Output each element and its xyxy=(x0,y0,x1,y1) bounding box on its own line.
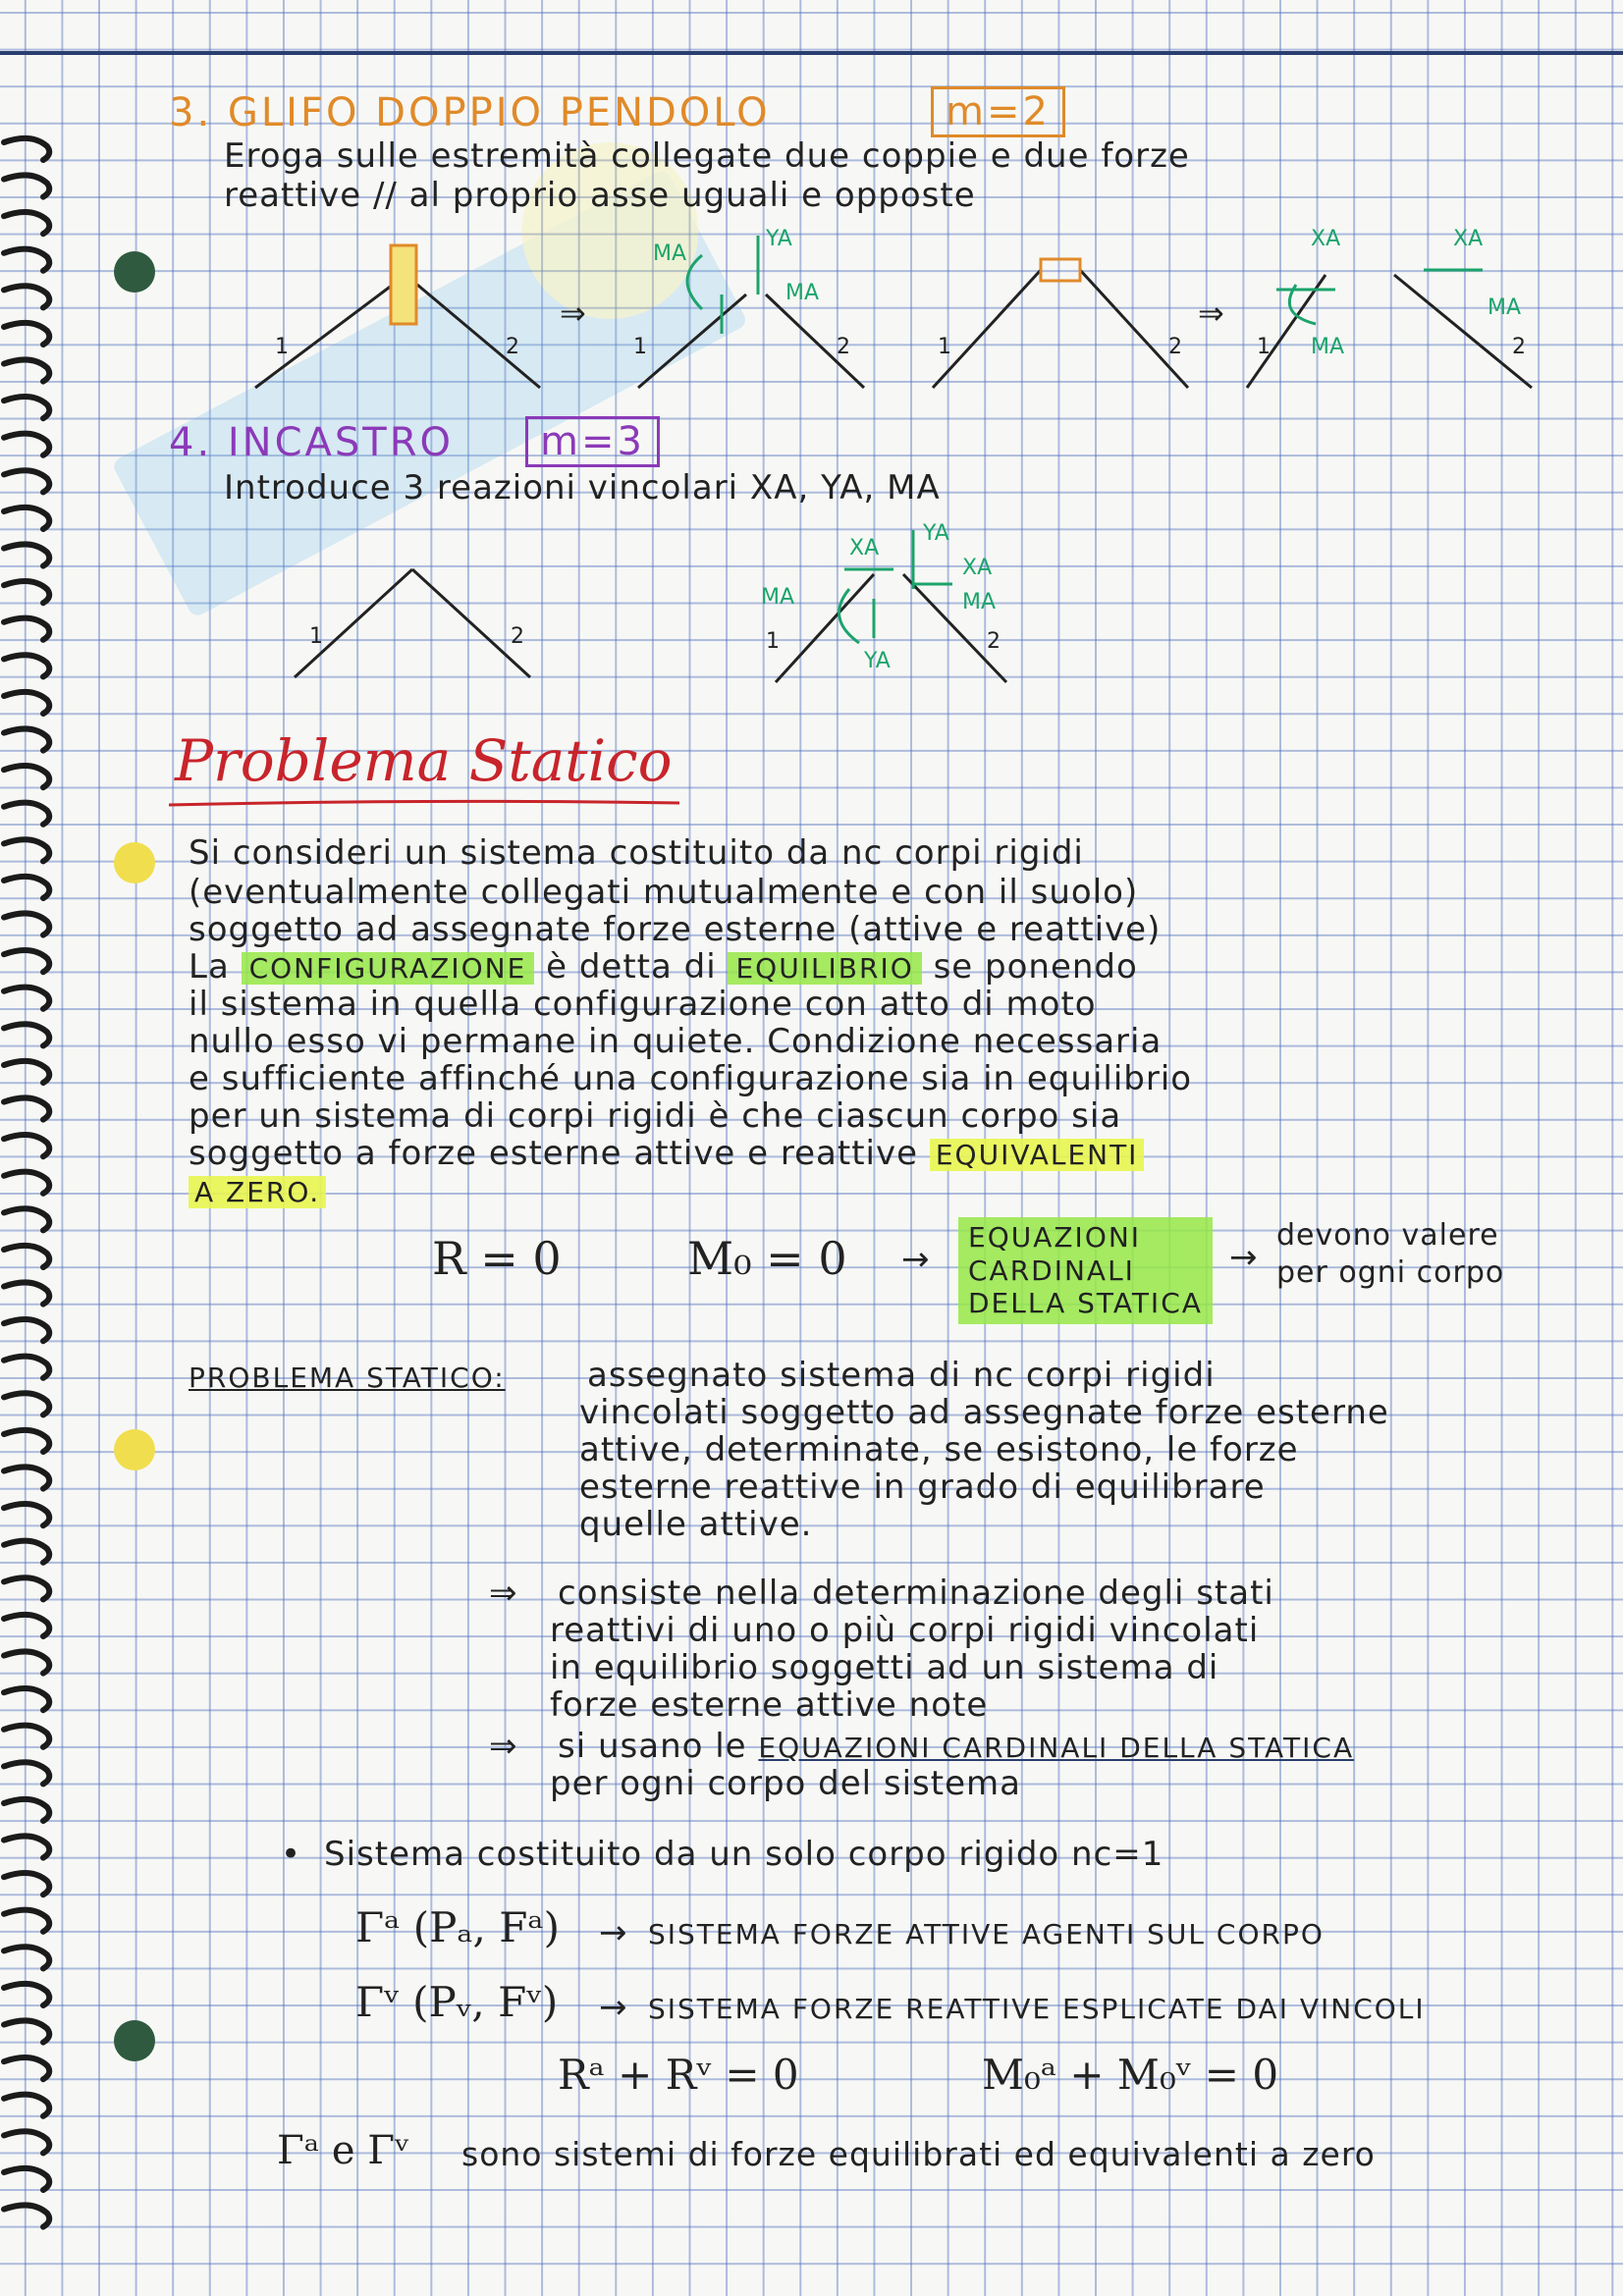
spiral-coil xyxy=(4,1024,49,1045)
binder-hole-green-top xyxy=(114,251,155,293)
incastro-fig2-ma-right-label: MA xyxy=(962,590,997,614)
glifo-title: 3. GLIFO DOPPIO PENDOLO xyxy=(169,90,771,135)
glifo-fig4-label-2: 2 xyxy=(1512,335,1526,359)
spiral-coil xyxy=(4,1061,49,1083)
spiral-coil xyxy=(4,1172,49,1194)
problema-line-10 xyxy=(189,1172,326,1210)
incastro-badge-text: m=3 xyxy=(540,419,645,464)
glifo-fig4-beam1 xyxy=(1247,275,1325,388)
notebook-top-edge xyxy=(0,51,1623,55)
spiral-coil xyxy=(4,359,49,381)
consequence-arrow-2: ⇒ xyxy=(489,1727,518,1766)
single-body-bullet: • xyxy=(281,1835,302,1874)
final-systems-symbols: Γᵃ e Γᵛ xyxy=(277,2128,409,2173)
glifo-fig3-beam2 xyxy=(1080,270,1188,388)
active-force-description: SISTEMA FORZE ATTIVE AGENTI SUL CORPO xyxy=(648,1918,1325,1950)
glifo-fig2-label-1: 1 xyxy=(633,335,647,359)
incastro-line-1: Introduce 3 reazioni vincolari XA, YA, MA xyxy=(224,468,941,507)
section-title-glifo xyxy=(169,90,771,135)
spiral-coil xyxy=(4,1984,49,2005)
consequence-line-3: in equilibrio soggetti ad un sistema di xyxy=(550,1648,1219,1687)
glifo-badge-text: m=2 xyxy=(946,89,1051,134)
spiral-coil xyxy=(4,544,49,565)
glifo-fig2-moment-arrow xyxy=(687,255,702,309)
spiral-coil xyxy=(4,728,49,750)
spiral-coil xyxy=(4,1430,49,1452)
problema-line-4-mid: è detta di xyxy=(546,947,717,987)
spiral-coil xyxy=(4,877,49,898)
spiral-coil xyxy=(4,1615,49,1636)
glifo-fig3-label-1: 1 xyxy=(938,335,951,359)
glifo-fig4-xa: XA xyxy=(1311,227,1341,251)
incastro-fig2-ya-left-label: YA xyxy=(864,649,891,673)
spiral-binding xyxy=(0,0,59,2296)
spiral-coil xyxy=(4,2131,49,2153)
spiral-coil xyxy=(4,1651,49,1673)
consequence-line-5-pre: si usano le xyxy=(558,1727,747,1766)
spiral-coil xyxy=(4,249,49,271)
spiral-coil xyxy=(4,1910,49,1932)
spiral-coil xyxy=(4,138,49,160)
glifo-fig1-beam2 xyxy=(417,285,540,388)
equation-moment-sum: M₀ᵃ + M₀ᵛ = 0 xyxy=(982,2051,1279,2099)
spiral-coil xyxy=(4,1799,49,1821)
consequence-line-5 xyxy=(558,1728,1354,1766)
incastro-fig2-xa-left-label: XA xyxy=(849,536,880,561)
glifo-fig4-ma: MA xyxy=(1311,335,1345,359)
spiral-coil xyxy=(4,988,49,1009)
cardinal-note-line-1: devono valere xyxy=(1276,1218,1499,1253)
spiral-coil xyxy=(4,507,49,529)
spiral-coil xyxy=(4,1282,49,1304)
glifo-fig4-label-1: 1 xyxy=(1257,335,1271,359)
spiral-coil xyxy=(4,618,49,640)
active-force-system: Γᵃ (Pₐ, Fᵃ) xyxy=(355,1903,560,1951)
glifo-diagram xyxy=(255,216,1561,412)
spiral-coil xyxy=(4,913,49,934)
spiral-coil xyxy=(4,1836,49,1857)
binder-hole-yellow-1 xyxy=(114,842,155,883)
spiral-coil xyxy=(4,470,49,492)
consequence-line-4: forze esterne attive note xyxy=(550,1685,989,1725)
incastro-badge xyxy=(525,416,660,467)
spiral-coil xyxy=(4,2020,49,2042)
spiral-coil xyxy=(4,1357,49,1378)
spiral-coil xyxy=(4,175,49,196)
equation-r-zero: R = 0 xyxy=(432,1232,562,1285)
spiral-coil xyxy=(4,1504,49,1525)
spiral-coil xyxy=(4,839,49,861)
definition-line-4: esterne reattive in grado di equilibrare xyxy=(579,1468,1266,1507)
glifo-fig4-ma-2: MA xyxy=(1488,295,1522,320)
spiral-coil xyxy=(4,2168,49,2190)
spiral-coil xyxy=(4,655,49,676)
spiral-coil xyxy=(4,1873,49,1895)
problema-line-9 xyxy=(189,1135,1144,1173)
glifo-fig2-label-2: 2 xyxy=(837,335,850,359)
spiral-coil xyxy=(4,1097,49,1119)
consequence-line-2: reattivi di uno o più corpi rigidi vincolati xyxy=(550,1611,1260,1650)
incastro-fig2-label-1: 1 xyxy=(766,629,780,654)
definition-line-1: assegnato sistema di nc corpi rigidi xyxy=(587,1356,1216,1395)
equation-resultant-sum: Rᵃ + Rᵛ = 0 xyxy=(558,2051,799,2099)
spiral-coil xyxy=(4,286,49,307)
glifo-fig3-slider xyxy=(1041,259,1080,281)
problema-line-8: per un sistema di corpi rigidi è che ciascun corpo sia xyxy=(189,1096,1122,1136)
reactive-force-arrow: → xyxy=(599,1988,628,2027)
spiral-coil xyxy=(4,1319,49,1341)
spiral-coil xyxy=(4,397,49,418)
binder-hole-green-bottom xyxy=(114,2020,155,2061)
problema-line-3: soggetto ad assegnate forze esterne (attive e reattive) xyxy=(189,910,1162,949)
spiral-coil xyxy=(4,1688,49,1710)
reactive-force-system: Γᵛ (Pᵥ, Fᵛ) xyxy=(355,1978,559,2026)
incastro-fig1-label-1: 1 xyxy=(309,624,323,649)
glifo-fig1-label-1: 1 xyxy=(275,335,289,359)
underlined-cardinal-equations: EQUAZIONI CARDINALI DELLA STATICA xyxy=(758,1732,1355,1764)
spiral-coil xyxy=(4,1762,49,1784)
problema-line-5: il sistema in quella configurazione con atto di moto xyxy=(189,985,1097,1024)
cardinal-note-arrow: → xyxy=(1229,1238,1259,1277)
spiral-coil xyxy=(4,1577,49,1599)
spiral-coil xyxy=(4,950,49,972)
cardinal-arrow: → xyxy=(901,1240,931,1279)
equation-m-zero: M₀ = 0 xyxy=(687,1232,847,1285)
cardinal-note xyxy=(1276,1217,1504,1291)
problema-line-1: Si consideri un sistema costituito da nc corpi rigidi xyxy=(189,833,1084,873)
definition-line-5: quelle attive. xyxy=(579,1505,813,1544)
cardinal-box-line-2: CARDINALI xyxy=(968,1254,1135,1287)
incastro-fig2-ya-right-label: YA xyxy=(923,521,949,546)
glifo-fig3-label-2: 2 xyxy=(1168,335,1182,359)
problema-line-6: nullo esso vi permane in quiete. Condizione necessaria xyxy=(189,1022,1163,1061)
cardinal-equations-box xyxy=(958,1217,1213,1324)
spiral-coil xyxy=(4,1393,49,1415)
spiral-coil xyxy=(4,803,49,825)
incastro-fig1-beam1 xyxy=(295,569,412,677)
cardinal-note-line-2: per ogni corpo xyxy=(1276,1255,1505,1290)
incastro-title: 4. INCASTRO xyxy=(169,420,454,465)
binder-hole-yellow-2 xyxy=(114,1429,155,1470)
reactive-force-description: SISTEMA FORZE REATTIVE ESPLICATE DAI VINCOLI xyxy=(648,1993,1426,2025)
incastro-fig2-label-2: 2 xyxy=(987,629,1001,654)
problema-heading-underline xyxy=(169,797,679,811)
consequence-line-6: per ogni corpo del sistema xyxy=(550,1764,1021,1803)
cardinal-box-line-1: EQUAZIONI xyxy=(968,1221,1142,1254)
spiral-coil xyxy=(4,1947,49,1968)
glifo-fig2-ma-right: MA xyxy=(785,281,820,305)
incastro-diagram xyxy=(285,521,1051,697)
single-body-title: Sistema costituito da un solo corpo rigido nc=1 xyxy=(324,1835,1164,1874)
glifo-implies-arrow-2: ⇒ xyxy=(1198,294,1224,332)
glifo-fig4-xa-2: XA xyxy=(1453,227,1484,251)
spiral-coil xyxy=(4,434,49,455)
glifo-badge xyxy=(931,86,1065,137)
section-title-incastro xyxy=(169,420,454,465)
spiral-coil xyxy=(4,1726,49,1747)
definition-label: PROBLEMA STATICO: xyxy=(189,1362,506,1394)
glifo-line-2: reattive // al proprio asse uguali e opposte xyxy=(224,176,976,215)
spiral-coil xyxy=(4,766,49,787)
highlight-configurazione: CONFIGURAZIONE xyxy=(242,952,535,985)
spiral-coil xyxy=(4,1467,49,1488)
spiral-coil xyxy=(4,692,49,714)
spiral-coil xyxy=(4,581,49,603)
spiral-coil xyxy=(4,2205,49,2226)
spiral-coil xyxy=(4,212,49,234)
glifo-fig1-label-2: 2 xyxy=(506,335,519,359)
definition-line-2: vincolati soggetto ad assegnate forze esterne xyxy=(579,1393,1389,1432)
spiral-coil xyxy=(4,1246,49,1267)
spiral-coil xyxy=(4,323,49,345)
incastro-fig2-xa-right-label: XA xyxy=(962,556,993,580)
problema-line-9-pre: soggetto a forze esterne attive e reattive xyxy=(189,1134,919,1173)
highlight-equilibrio: EQUILIBRIO xyxy=(728,952,921,985)
active-force-arrow: → xyxy=(599,1913,628,1952)
highlight-a-zero: A ZERO. xyxy=(189,1176,326,1208)
spiral-coil xyxy=(4,2095,49,2116)
cardinal-box-line-3: DELLA STATICA xyxy=(968,1287,1203,1320)
final-statement: sono sistemi di forze equilibrati ed equivalenti a zero xyxy=(461,2135,1376,2173)
glifo-fig1-slider xyxy=(391,245,416,324)
spiral-coil xyxy=(4,1541,49,1563)
problema-line-4 xyxy=(189,948,1138,987)
glifo-fig3-beam1 xyxy=(933,270,1041,388)
problema-line-7: e sufficiente affinché una configurazione sia in equilibrio xyxy=(189,1059,1193,1098)
consequence-arrow-1: ⇒ xyxy=(489,1574,518,1613)
incastro-fig2-ma-left-label: MA xyxy=(761,585,795,610)
incastro-fig1-beam2 xyxy=(412,569,530,677)
spiral-coil xyxy=(4,1208,49,1230)
glifo-implies-arrow-1: ⇒ xyxy=(560,294,586,332)
glifo-fig2-ya: YA xyxy=(766,227,792,251)
incastro-fig2-moment-left xyxy=(839,589,859,643)
problema-heading: Problema Statico xyxy=(175,727,673,794)
glifo-fig4-beam2 xyxy=(1394,275,1532,388)
glifo-fig2-ma-left: MA xyxy=(653,241,687,266)
problema-line-4-pre: La xyxy=(189,947,230,987)
problema-line-4-post: se ponendo xyxy=(933,947,1138,987)
spiral-coil xyxy=(4,1135,49,1156)
problema-line-2: (eventualmente collegati mutualmente e con il suolo) xyxy=(189,873,1139,912)
consequence-line-1: consiste nella determinazione degli stati xyxy=(558,1574,1274,1613)
incastro-fig1-label-2: 2 xyxy=(511,624,524,649)
highlight-equivalenti: EQUIVALENTI xyxy=(930,1139,1145,1171)
glifo-fig2-beam1 xyxy=(638,294,746,388)
definition-line-3: attive, determinate, se esistono, le forze xyxy=(579,1430,1299,1469)
glifo-line-1: Eroga sulle estremità collegate due coppie e due forze xyxy=(224,136,1190,176)
spiral-coil xyxy=(4,2057,49,2079)
